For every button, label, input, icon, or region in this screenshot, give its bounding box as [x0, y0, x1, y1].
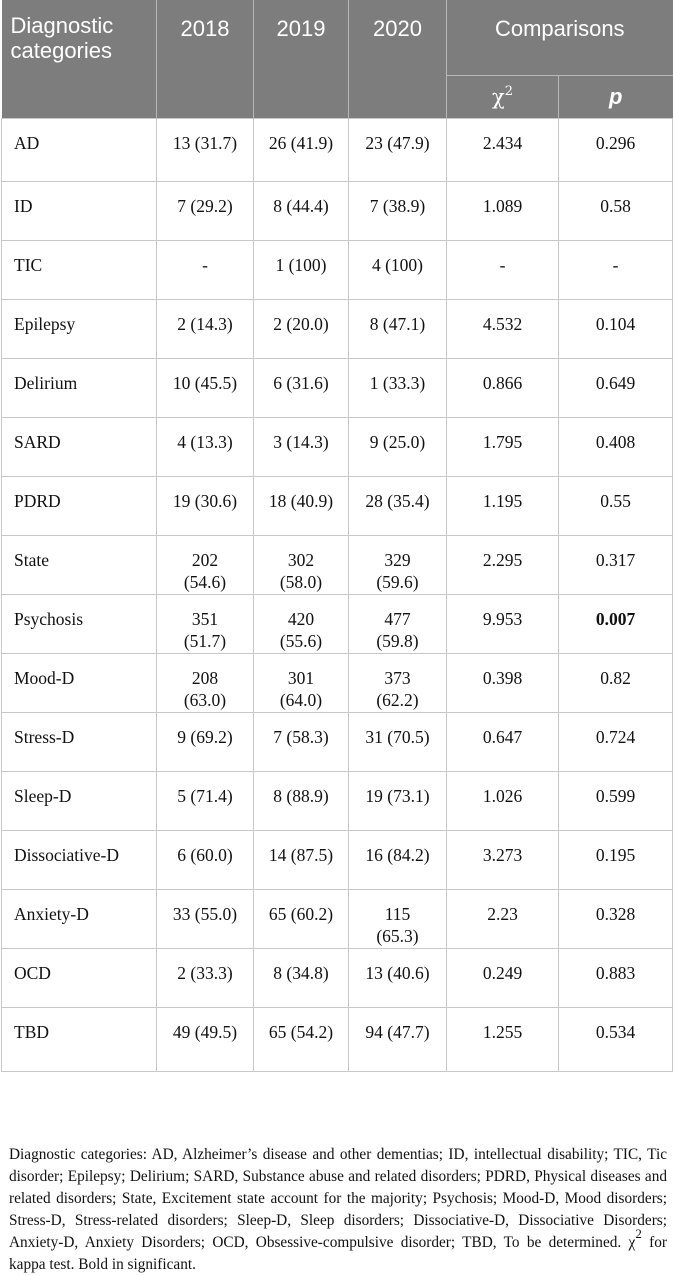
cell-value: 329 (59.6): [376, 550, 419, 592]
table-header: [2, 0, 673, 119]
row-p-cell: 0.007: [559, 595, 673, 654]
cell-value: 4 (13.3): [177, 432, 233, 452]
table-row: [2, 654, 673, 713]
cell-value: 19 (73.1): [365, 786, 430, 806]
row-chi-cell: 0.647: [447, 713, 559, 772]
row-chi-cell: 1.795: [447, 418, 559, 477]
row-p-cell: 0.724: [559, 713, 673, 772]
row-chi-cell: 0.249: [447, 949, 559, 1008]
row-p-cell: 0.534: [559, 1008, 673, 1072]
row-category-cell: Anxiety-D: [2, 890, 157, 949]
table-row: [2, 300, 673, 359]
row-p-cell: 0.82: [559, 654, 673, 713]
row-y2018-cell: [157, 713, 254, 772]
row-category-cell: State: [2, 536, 157, 595]
row-p-cell: 0.55: [559, 477, 673, 536]
cell-value: 65 (60.2): [268, 904, 334, 924]
footnote-chi-symbol: χ: [628, 1234, 636, 1251]
cell-value: 26 (41.9): [268, 133, 334, 153]
row-y2019-cell: [254, 890, 349, 949]
row-p-cell: 0.883: [559, 949, 673, 1008]
cell-value: 19 (30.6): [172, 491, 238, 511]
cell-value: 94 (47.7): [365, 1022, 430, 1042]
table-row: [2, 831, 673, 890]
row-y2020-cell: [349, 241, 447, 300]
cell-value: 1 (100): [275, 255, 327, 275]
row-y2020-cell: [349, 418, 447, 477]
row-y2020-cell: [349, 359, 447, 418]
cell-value: 7 (29.2): [177, 196, 233, 216]
row-y2019-cell: [254, 595, 349, 654]
row-y2020-cell: [349, 595, 447, 654]
footnote-text: Diagnostic categories: AD, Alzheimer’s disease and other dementias; ID, intellectual disability; TIC, Tic disorder; Epilepsy; Delirium; SARD, Substance abuse and related disorders; PDRD, Physical diseases and related disorders; State, Excitement state account for the majority; Psychosis; Mood-D, Mood disorders; Stress-D, Stress-related disorders; Sleep-D, Sleep disorders; Dissociative-D, Dissociative Disorders; Anxiety-D, Anxiety Disorders; OCD, Obsessive-compulsive disorder; TBD, To be determined.: [9, 1146, 667, 1251]
cell-value: 14 (87.5): [268, 845, 334, 865]
row-y2018-cell: [157, 300, 254, 359]
row-category-cell: ID: [2, 182, 157, 241]
row-y2018-cell: [157, 536, 254, 595]
cell-value: 373 (62.2): [376, 668, 419, 710]
row-category-cell: Psychosis: [2, 595, 157, 654]
cell-value: 8 (88.9): [273, 786, 329, 806]
table-footnote: [9, 1144, 667, 1276]
table-row: [2, 713, 673, 772]
row-y2019-cell: [254, 119, 349, 182]
row-y2018-cell: [157, 595, 254, 654]
row-p-cell: 0.104: [559, 300, 673, 359]
cell-value: 13 (40.6): [365, 963, 430, 983]
row-y2018-cell: [157, 477, 254, 536]
row-y2019-cell: [254, 772, 349, 831]
table-row: [2, 241, 673, 300]
row-y2020-cell: [349, 477, 447, 536]
p-label: p: [609, 84, 623, 109]
row-category-cell: AD: [2, 119, 157, 182]
row-y2019-cell: [254, 831, 349, 890]
cell-value: 16 (84.2): [365, 845, 430, 865]
row-y2018-cell: [157, 654, 254, 713]
row-chi-cell: 2.295: [447, 536, 559, 595]
cell-value: 477 (59.8): [376, 609, 419, 651]
cell-value: 8 (44.4): [273, 196, 329, 216]
chi-symbol: χ: [491, 85, 505, 109]
row-y2018-cell: [157, 831, 254, 890]
cell-value: 202 (54.6): [183, 550, 227, 592]
row-category-cell: Delirium: [2, 359, 157, 418]
row-y2020-cell: [349, 119, 447, 182]
row-y2019-cell: [254, 713, 349, 772]
row-y2020-cell: [349, 949, 447, 1008]
header-diag-line1: Diagnostic: [10, 13, 114, 38]
row-y2018-cell: [157, 119, 254, 182]
row-category-cell: OCD: [2, 949, 157, 1008]
row-chi-cell: 9.953: [447, 595, 559, 654]
header-diag-line2: categories: [10, 38, 113, 63]
row-y2020-cell: [349, 890, 447, 949]
row-y2018-cell: [157, 772, 254, 831]
cell-value: 8 (47.1): [369, 314, 426, 334]
row-p-cell: 0.599: [559, 772, 673, 831]
row-chi-cell: 1.255: [447, 1008, 559, 1072]
cell-value: 208 (63.0): [183, 668, 227, 710]
row-p-cell: 0.328: [559, 890, 673, 949]
cell-value: 1 (33.3): [369, 373, 426, 393]
row-y2020-cell: [349, 831, 447, 890]
row-chi-cell: 1.089: [447, 182, 559, 241]
row-category-cell: Mood-D: [2, 654, 157, 713]
cell-value: 23 (47.9): [365, 133, 430, 153]
row-y2019-cell: [254, 418, 349, 477]
row-chi-cell: 0.866: [447, 359, 559, 418]
cell-value: 28 (35.4): [365, 491, 430, 511]
row-y2020-cell: [349, 300, 447, 359]
table-row: [2, 1008, 673, 1072]
cell-value: 302 (58.0): [279, 550, 323, 592]
cell-value: 49 (49.5): [172, 1022, 238, 1042]
row-p-cell: -: [559, 241, 673, 300]
footnote-chi-text: for kappa test. Bold in significant.: [9, 1234, 667, 1273]
row-chi-cell: 1.026: [447, 772, 559, 831]
table-row: [2, 949, 673, 1008]
cell-value: 8 (34.8): [273, 963, 329, 983]
cell-value: 2 (14.3): [177, 314, 233, 334]
header-comparisons: Comparisons: [447, 0, 673, 76]
cell-value: 33 (55.0): [172, 904, 238, 924]
row-p-cell: 0.408: [559, 418, 673, 477]
header-year-2018: 2018: [157, 0, 254, 119]
row-y2020-cell: [349, 713, 447, 772]
cell-value: 2 (20.0): [273, 314, 329, 334]
row-y2019-cell: [254, 241, 349, 300]
cell-value: 5 (71.4): [177, 786, 233, 806]
row-category-cell: Dissociative-D: [2, 831, 157, 890]
row-y2020-cell: [349, 772, 447, 831]
cell-value: 9 (25.0): [369, 432, 426, 452]
row-y2018-cell: [157, 949, 254, 1008]
cell-value: 7 (38.9): [369, 196, 426, 216]
header-year-2020: 2020: [349, 0, 447, 119]
row-y2019-cell: [254, 654, 349, 713]
cell-value: 115 (65.3): [376, 904, 419, 946]
footnote-chi-sup: 2: [635, 1226, 642, 1241]
row-y2018-cell: [157, 1008, 254, 1072]
row-y2018-cell: [157, 890, 254, 949]
row-y2019-cell: [254, 949, 349, 1008]
row-category-cell: Epilepsy: [2, 300, 157, 359]
cell-value: 351 (51.7): [183, 609, 227, 651]
row-y2019-cell: [254, 477, 349, 536]
row-p-cell: 0.317: [559, 536, 673, 595]
table-row: [2, 477, 673, 536]
cell-value: 7 (58.3): [273, 727, 329, 747]
cell-value: 3 (14.3): [273, 432, 329, 452]
row-category-cell: Stress-D: [2, 713, 157, 772]
cell-value: 18 (40.9): [268, 491, 334, 511]
header-diagnostic-categories: [2, 0, 157, 119]
row-y2020-cell: [349, 536, 447, 595]
row-chi-cell: 3.273: [447, 831, 559, 890]
row-y2019-cell: [254, 1008, 349, 1072]
row-p-cell: 0.58: [559, 182, 673, 241]
row-chi-cell: 4.532: [447, 300, 559, 359]
row-y2020-cell: [349, 1008, 447, 1072]
table-body: [2, 119, 673, 1072]
cell-value: -: [202, 255, 208, 275]
row-y2018-cell: [157, 359, 254, 418]
table-row: [2, 595, 673, 654]
row-chi-cell: 2.23: [447, 890, 559, 949]
table-row: [2, 418, 673, 477]
row-category-cell: SARD: [2, 418, 157, 477]
row-y2019-cell: [254, 182, 349, 241]
row-y2019-cell: [254, 300, 349, 359]
row-category-cell: Sleep-D: [2, 772, 157, 831]
row-p-cell: 0.649: [559, 359, 673, 418]
cell-value: 9 (69.2): [177, 727, 233, 747]
row-category-cell: TIC: [2, 241, 157, 300]
row-chi-cell: 0.398: [447, 654, 559, 713]
row-y2020-cell: [349, 654, 447, 713]
table-row: [2, 536, 673, 595]
row-y2019-cell: [254, 536, 349, 595]
cell-value: 301 (64.0): [279, 668, 323, 710]
row-y2018-cell: [157, 182, 254, 241]
table-row: [2, 359, 673, 418]
chi-superscript: 2: [504, 84, 513, 99]
row-chi-cell: 2.434: [447, 119, 559, 182]
table-row: [2, 119, 673, 182]
cell-value: 13 (31.7): [172, 133, 238, 153]
row-y2019-cell: [254, 359, 349, 418]
cell-value: 6 (60.0): [177, 845, 233, 865]
cell-value: 31 (70.5): [365, 727, 430, 747]
header-chi-square: [447, 76, 559, 119]
row-category-cell: PDRD: [2, 477, 157, 536]
table-row: [2, 182, 673, 241]
cell-value: 420 (55.6): [279, 609, 323, 651]
row-y2018-cell: [157, 418, 254, 477]
header-year-2019: 2019: [254, 0, 349, 119]
cell-value: 2 (33.3): [177, 963, 233, 983]
cell-value: 10 (45.5): [172, 373, 238, 393]
table-row: [2, 890, 673, 949]
data-table: [1, 0, 673, 1072]
table-row: [2, 772, 673, 831]
cell-value: 4 (100): [371, 255, 424, 275]
cell-value: 6 (31.6): [273, 373, 329, 393]
row-p-cell: 0.296: [559, 119, 673, 182]
row-y2020-cell: [349, 182, 447, 241]
header-p-value: [559, 76, 673, 119]
row-p-cell: 0.195: [559, 831, 673, 890]
row-y2018-cell: [157, 241, 254, 300]
cell-value: 65 (54.2): [268, 1022, 334, 1042]
row-category-cell: TBD: [2, 1008, 157, 1072]
row-chi-cell: -: [447, 241, 559, 300]
row-chi-cell: 1.195: [447, 477, 559, 536]
